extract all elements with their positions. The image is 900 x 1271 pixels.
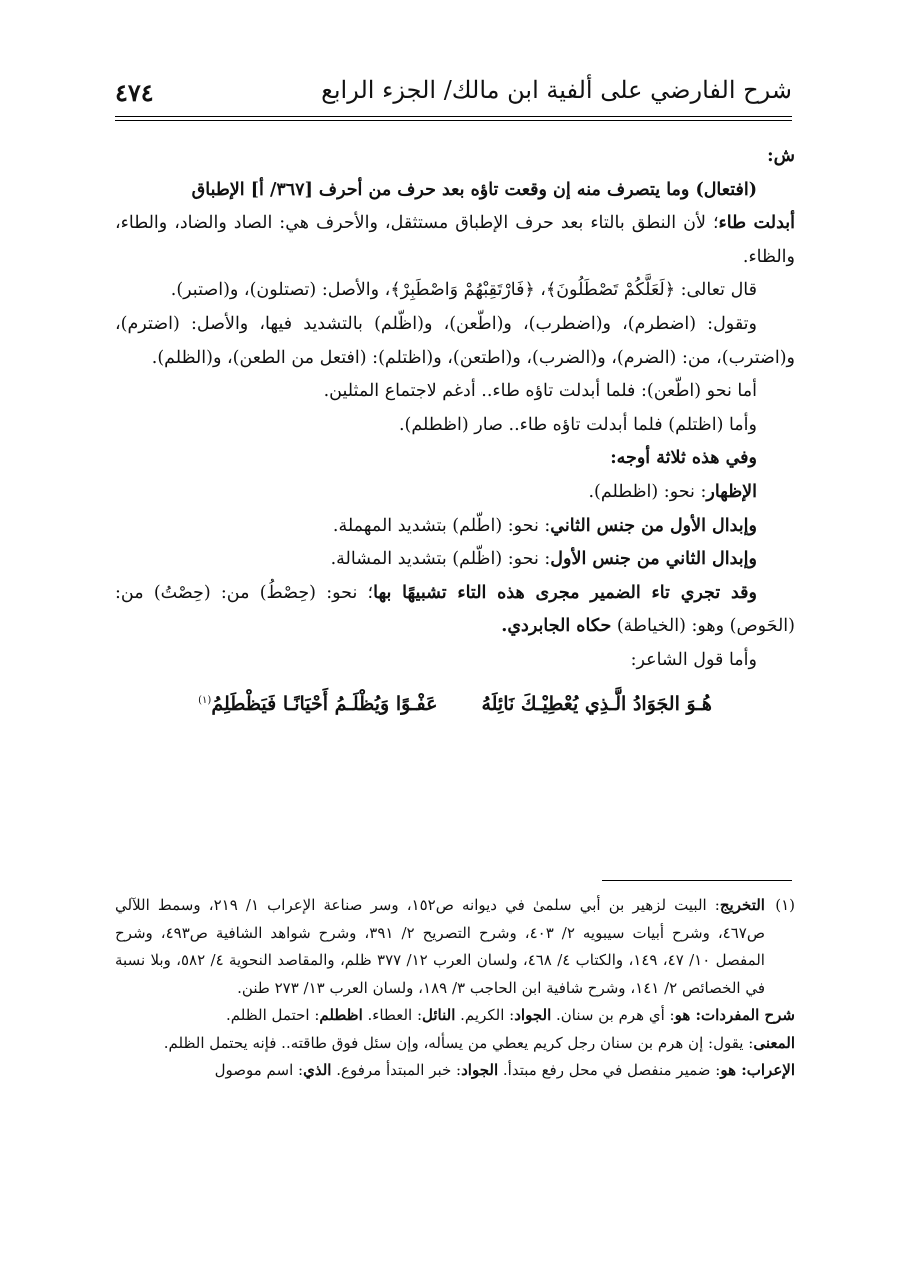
paragraph-2: قال تعالى: ﴿لَعَلَّكُمْ تَصْطَلُونَ﴾، ﴿فَارْتَقِبْهُمْ وَاصْطَبِرْ﴾، والأصل: (تصتلون)، و(اصتبر).	[170, 280, 757, 301]
footnotes	[115, 892, 795, 1085]
footnote-vocabulary: شرح المفردات: هو: أي هرم بن سنان. الجواد: الكريم. النائل: العطاء. اظطلم: احتمل الظلم.	[226, 1006, 795, 1024]
paragraph-1: (افتعال) وما يتصرف منه إن وقعت تاؤه بعد حرف من أحرف [٣٦٧/ أ] الإطباق أبدلت طاء؛ لأن النطق بالتاء بعد حرف الإطباق مستثقل، والأحرف هي: الصاد والضاد، والطاء، والظاء.	[115, 179, 795, 267]
verse-first-hemistich: هُـوَ الجَوَادُ الَّـذِي يُعْطِيْـكَ نَائِلَهُ	[481, 692, 712, 715]
paragraph-10: وقد تجري تاء الضمير مجرى هذه التاء تشبيهًا بها؛ نحو: (حِصْطُ) من: (حِصْتُ) من: (الحَوص) وهو: (الخياطة) حكاه الجابردي.	[115, 582, 795, 637]
footnote-separator	[602, 880, 792, 881]
header-rule-thin	[115, 120, 792, 121]
quran-quote-2: ﴿فَارْتَقِبْهُمْ وَاصْطَبِرْ﴾	[390, 280, 535, 301]
main-text	[115, 140, 795, 721]
page-number: ٤٧٤	[115, 78, 154, 107]
paragraph-3: وتقول: (اضطرم)، و(اضطرب)، و(اطّعن)، و(اظّلم) بالتشديد فيها، والأصل: (اضترم)، و(اضترب)، من: (الضرم)، و(الضرب)، و(اطتعن)، و(اظتلم): (افتعل من الطعن)، و(الظلم).	[115, 313, 795, 368]
footnote-1: (١) التخريج: البيت لزهير بن أبي سلمىٰ في ديوانه ص١٥٢، وسر صناعة الإعراب ١/ ٢١٩، وسمط اللآلي ص٤٦٧، وشرح أبيات سيبويه ٢/ ٤٠٣، وشرح التصريح ٢/ ٣٩١، وشرح شواهد الشافية ص٤٩٣، وشرح المفصل ١٠/ ٤٧، ١٤٩، والكتاب ٤/ ٤٦٨، ولسان العرب ١٢/ ٣٧٧ ظلم، والمقاصد النحوية ٤/ ٥٨٢، وبلا نسبة في الخصائص ٢/ ١٤١، وشرح شافية ابن الحاجب ٣/ ١٨٩، ولسان العرب ١٣/ ٢٧٣ طنن.	[115, 892, 795, 1002]
paragraph-7: الإظهار: نحو: (اظطلم).	[588, 481, 757, 502]
commentary-marker: ش:	[767, 146, 795, 166]
paragraph-4: أما نحو (اطّعن): فلما أبدلت تاؤه طاء.. أدغم لاجتماع المثلين.	[323, 381, 757, 402]
matn-text-2: أبدلت طاء	[718, 213, 795, 234]
paragraph-11: وأما قول الشاعر:	[630, 649, 757, 670]
matn-text: (افتعال) وما يتصرف منه إن وقعت تاؤه بعد حرف من أحرف [٣٦٧/ أ] الإطباق	[191, 179, 757, 200]
footnote-ref[interactable]: (١)	[198, 694, 212, 706]
quran-quote-1: ﴿لَعَلَّكُمْ تَصْطَلُونَ﴾	[545, 280, 675, 301]
running-title: شرح الفارضي على ألفية ابن مالك/ الجزء الرابع	[321, 76, 792, 104]
header-rule-thick	[115, 116, 792, 117]
paragraph-9: وإبدال الثاني من جنس الأول: نحو: (اظّلم) بتشديد المشالة.	[330, 549, 757, 570]
verse-second-hemistich: عَفْـوًا وَيُظْلَـمُ أَحْيَانًـا فَيَظْطَلِمُ$^{(١)}$	[198, 692, 438, 715]
paragraph-5: وأما (اظتلم) فلما أبدلت تاؤه طاء.. صار (اظطلم).	[398, 414, 757, 435]
page-header	[115, 72, 792, 112]
footnote-parsing: الإعراب: هو: ضمير منفصل في محل رفع مبتدأ. الجواد: خبر المبتدأ مرفوع. الذي: اسم موصول	[214, 1061, 795, 1079]
paragraph-6: وفي هذه ثلاثة أوجه:	[610, 448, 757, 469]
footnote-meaning: المعنى: يقول: إن هرم بن سنان رجل كريم يعطي من يسأله، وإن سئل فوق طاقته.. فإنه يحتمل الظلم.	[163, 1033, 795, 1052]
footnote-number: (١)	[775, 896, 795, 914]
poetry-verse	[115, 684, 795, 722]
paragraph-8: وإبدال الأول من جنس الثاني: نحو: (اطّلم) بتشديد المهملة.	[332, 515, 757, 536]
